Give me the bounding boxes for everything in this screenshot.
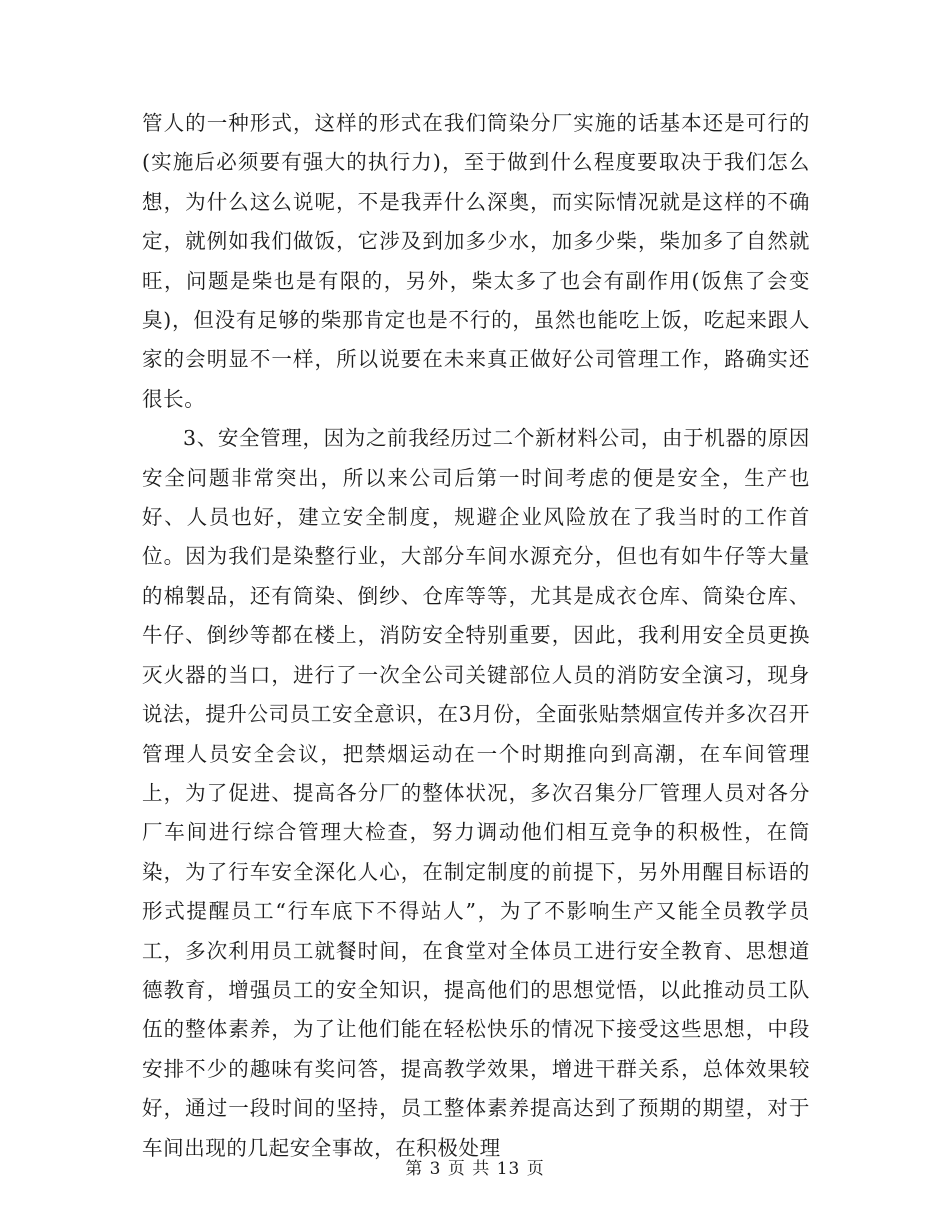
footer-total-pages: 13 <box>496 1159 521 1179</box>
footer-middle: 页 共 <box>447 1159 491 1179</box>
footer-suffix: 页 <box>526 1159 545 1179</box>
footer-current-page: 3 <box>429 1159 442 1179</box>
footer-prefix: 第 <box>405 1159 424 1179</box>
page-body <box>142 104 810 1168</box>
page-footer <box>0 1154 950 1179</box>
paragraph-continued: 管人的一种形式，这样的形式在我们筒染分厂实施的话基本还是可行的(实施后必须要有强大的执行力)，至于做到什么程度要取决于我们怎么想，为什么这么说呢，不是我弄什么深奥，而实际情况就是这样的不确定，就例如我们做饭，它涉及到加多少水，加多少柴，柴加多了自然就旺，问题是柴也是有限的，另外，柴太多了也会有副作用(饭焦了会变臭)，但没有足够的柴那肯定也是不行的，虽然也能吃上饭，吃起来跟人家的会明显不一样，所以说要在未来真正做好公司管理工作，路确实还很长。 <box>142 111 810 411</box>
paragraph-safety-management: 3、安全管理，因为之前我经历过二个新材料公司，由于机器的原因安全问题非常突出，所以来公司后第一时间考虑的便是安全，生产也好、人员也好，建立安全制度，规避企业风险放在了我当时的工作首位。因为我们是染整行业，大部分车间水源充分，但也有如牛仔等大量的棉製品，还有筒染、倒纱、仓库等等，尤其是成衣仓库、筒染仓库、牛仔、倒纱等都在楼上，消防安全特别重要，因此，我利用安全员更换灭火器的当口，进行了一次全公司关键部位人员的消防安全演习，现身说法，提升公司员工安全意识，在3月份，全面张贴禁烟宣传并多次召开管理人员安全会议，把禁烟运动在一个时期推向到高潮，在车间管理上，为了促进、提高各分厂的整体状况，多次召集分厂管理人员对各分厂车间进行综合管理大检查，努力调动他们相互竞争的积极性，在筒染，为了行车安全深化人心，在制定制度的前提下，另外用醒目标语的形式提醒员工“行车底下不得站人”，为了不影响生产又能全员教学员工，多次利用员工就餐时间，在食堂对全体员工进行安全教育、思想道德教育，增强员工的安全知识，提高他们的思想觉悟，以此推动员工队伍的整体素养，为了让他们能在轻松快乐的情况下接受这些思想，中段安排不少的趣味有奖问答，提高教学效果，增进干群关系，总体效果较好，通过一段时间的坚持，员工整体素养提高达到了预期的期望，对于车间出现的几起安全事故，在积极处理 <box>142 426 810 1160</box>
